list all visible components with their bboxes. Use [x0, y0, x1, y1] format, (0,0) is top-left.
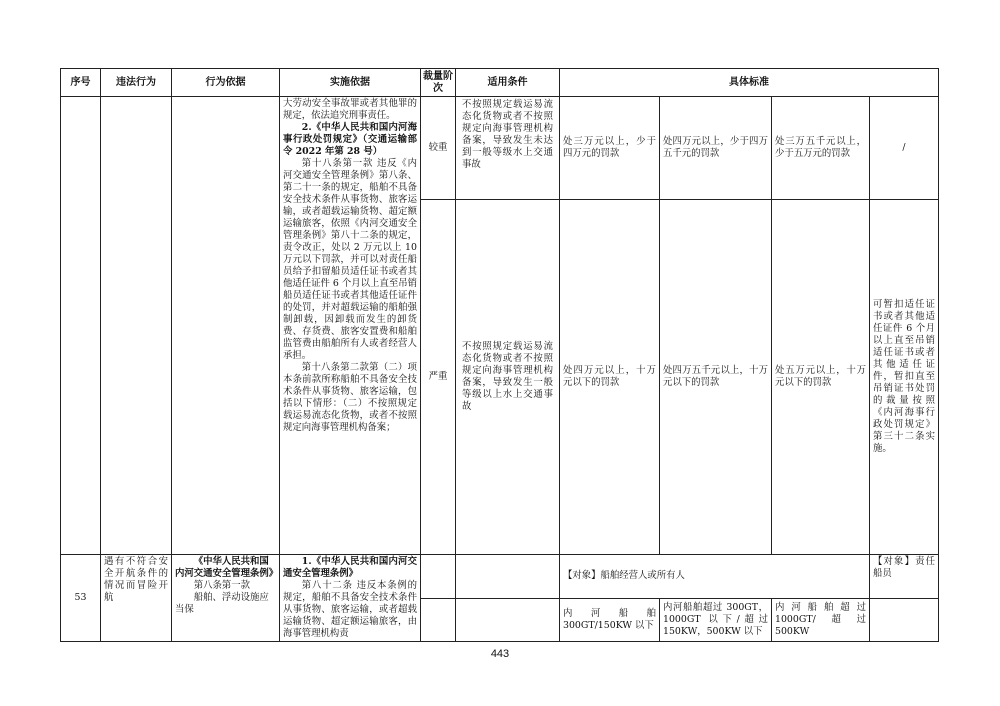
impl-basis-para: 第十八条第二款第（二）项 本条前款所称船舶不具备安全技术条件从事货物、旅客运输，包括以下情形：（二）不按照规定载运易流态化货物，或者不按照规定向海事管理机构备案；: [283, 362, 417, 433]
header-impl-basis: 实施依据: [280, 69, 421, 97]
cell-violation: 遇有不符合安全开航条件的情况而冒险开航: [101, 555, 172, 642]
condition-cell: 不按照规定载运易流态化货物或者不按照规定向海事管理机构备案，导致发生一般等级以上水上交通事故: [456, 200, 560, 555]
cell-condition-empty: [456, 598, 560, 642]
cell-legal-basis-empty: [172, 97, 280, 555]
object-side-cell: 【对象】责任船员: [870, 555, 939, 599]
cell-seq: 53: [61, 555, 101, 642]
impl-basis-cell: [280, 555, 421, 642]
discretion-level: 较重: [421, 97, 456, 200]
cell-seq-empty: [61, 97, 101, 555]
impl-basis-cell: [280, 97, 421, 555]
standard-cell: 内河船舶 300GT/150KW 以下: [560, 598, 660, 642]
object-main-cell: 【对象】船舶经营人或所有人: [560, 555, 870, 599]
legal-basis-cell: [172, 555, 280, 642]
cell-condition-empty: [456, 555, 560, 599]
legal-basis-para: 第八条第一款: [193, 580, 251, 591]
header-seq: 序号: [61, 69, 101, 97]
impl-basis-para: 第八十二条 违反本条例的规定，船舶不具备安全技术条件从事货物、旅客运输，或者超载运输货物、超定额运输旅客，由海事管理机构责: [283, 580, 417, 639]
cell-violation-empty: [101, 97, 172, 555]
standard-cell: 处四万五千元以上，十万元以下的罚款: [660, 200, 772, 555]
impl-basis-para: 1.《中华人民共和国内河交通安全管理条例》: [283, 556, 417, 579]
header-discretion: 裁量阶次: [421, 69, 456, 97]
condition-cell: 不按照规定载运易流态化货物或者不按照规定向海事管理机构备案，导致发生未达到一般等级水上交通事故: [456, 97, 560, 200]
header-standard: 具体标准: [560, 69, 939, 97]
standard-cell: /: [870, 97, 939, 200]
header-legal-basis: 行为依据: [172, 69, 280, 97]
table-row: [61, 555, 939, 599]
cell-discretion-empty: [421, 598, 456, 642]
page-number: 443: [490, 648, 510, 660]
impl-basis-para: 2.《中华人民共和国内河海事行政处罚规定》（交通运输部令 2022 年第 28 号）: [283, 122, 417, 157]
cell-discretion-empty: [421, 555, 456, 599]
impl-basis-para: 第十八条第一款 违反《内河交通安全管理条例》第八条、第二十一条的规定，船舶不具备安全技术条件从事货物、旅客运输，或者超载运输货物、超定额运输旅客，依照《内河交通安全管理条例》第八十二条的规定，责令改正，处以 2 万元以上 10 万元以下罚款，并可以对责任船员给予扣留船员适任证书或者其他适任证件 6 个月以上直至吊销船员适任证书或者其他适任证件的处罚，并对超载运输的船舶强制卸载，因卸载而发生的卸货费、存货费、旅客安置费和船舶监管费由船舶所有人或者经营人承担。: [283, 158, 417, 361]
standard-cell: 处三万元以上，少于四万元的罚款: [560, 97, 660, 200]
header-violation: 违法行为: [101, 69, 172, 97]
standard-cell: 内河船舶超过 300GT，1000GT 以下/超过 150KW，500KW 以下: [660, 598, 772, 642]
standard-cell: 处四万元以上，十万元以下的罚款: [560, 200, 660, 555]
standard-cell: 内河船舶超过 1000GT/超过 500KW: [772, 598, 870, 642]
regulation-table: [60, 68, 939, 642]
impl-basis-para: 大劳动安全事故罪或者其他罪的规定，依法追究刑事责任。: [283, 98, 417, 121]
legal-basis-para: 《中华人民共和国内河交通安全管理条例》: [175, 556, 279, 579]
discretion-level: 严重: [421, 200, 456, 555]
standard-cell: 处三万五千元以上，少于五万元的罚款: [772, 97, 870, 200]
legal-basis-para: 船舶、浮动设施应当保: [175, 592, 269, 615]
standard-cell: 处五万元以上，十万元以下的罚款: [772, 200, 870, 555]
header-condition: 适用条件: [456, 69, 560, 97]
table-row: [61, 97, 939, 200]
header-row: [61, 69, 939, 97]
standard-cell: 处四万元以上，少于四万五千元的罚款: [660, 97, 772, 200]
standard-cell: 可暂扣适任证书或者其他适任证件 6 个月以上直至吊销适任证书或者其他适任证件，暂扣直至吊销证书处罚的裁量按照《内河海事行政处罚规定》第三十二条实施。: [870, 200, 939, 555]
cell-standard-empty: [870, 598, 939, 642]
